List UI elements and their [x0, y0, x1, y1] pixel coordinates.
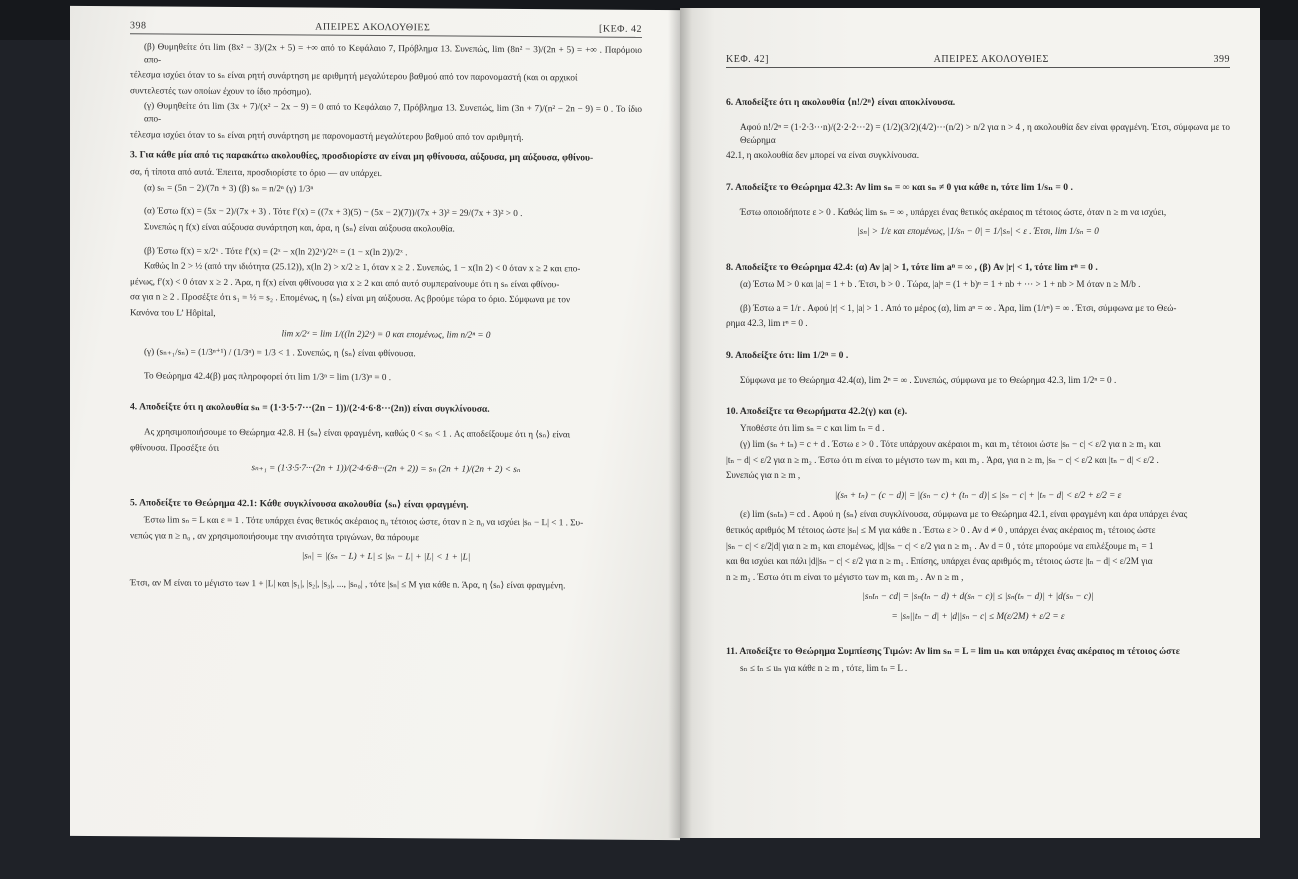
text-line: και θα ισχύει και πάλι |d||sₙ − c| < ε/2 για n ≥ m₁ . Επίσης, υπάρχει ένας αριθμός m₂ τέτοιος ώστε |tₙ − d| < ε/2M για: [726, 556, 1153, 567]
left-running-head: [130, 20, 642, 38]
text-line: Έστω οποιοδήποτε ε > 0 . Καθώς lim sₙ = ∞ , υπάρχει ένας θετικός ακέραιος m τέτοιος ώστε, όταν n ≥ m να ισχύει,: [740, 206, 1167, 217]
exercise-3-heading: 3. Για κάθε μία από τις παρακάτω ακολουθίες, προσδιορίστε αν είναι μη φθίνουσα, αύξουσα, μη αύξουσα, φθίνου-: [130, 149, 594, 164]
right-running-title: ΑΠΕΙΡΕΣ ΑΚΟΛΟΥΘΙΕΣ: [933, 54, 1049, 65]
text-line: (β) Θυμηθείτε ότι lim (8x² − 3)/(2x + 5) = +∞ από το Κεφάλαιο 7, Πρόβλημα 13. Συνεπώς, lim (8n² − 3)/(2n + 5) = +∞ . Παρόμοιο απο-: [144, 41, 642, 65]
exercise-6-heading: 6. Αποδείξτε ότι η ακολουθία ⟨n!/2ⁿ⟩ είναι αποκλίνουσα.: [726, 97, 956, 108]
text-line: σα για n ≥ 2 . Προσέξτε ότι s₁ = ½ = s₂ . Επομένως, η ⟨sₙ⟩ είναι μη αύξουσα. Ας βρούμε τώρα το όριο. Σύμφωνα με τον: [130, 291, 571, 305]
text-line: Κανόνα του L’ Hôpital,: [130, 307, 216, 318]
left-chapter-label: [ΚΕΦ. 42: [599, 23, 642, 35]
text-line: (γ) Θυμηθείτε ότι lim (3x + 7)/(x² − 2x − 9) = 0 από το Κεφάλαιο 7, Πρόβλημα 13. Συνεπώς, lim (3n + 7)/(n² − 2n − 9) = 0 . Το ίδιο απο-: [144, 100, 642, 124]
exercise-10-heading: 10. Αποδείξτε τα Θεωρήματα 42.2(γ) και (ε).: [726, 406, 908, 418]
formula: sₙ₊₁ = (1·3·5·7···(2n + 1))/(2·4·6·8···(2n + 2)) = sₙ (2n + 1)/(2n + 2) < sₙ: [251, 462, 521, 475]
solution-b: (β) Έστω f(x) = x/2ˣ . Τότε f′(x) = (2ˣ − x(ln 2)2ˣ)/2²ˣ = (1 − x(ln 2))/2ˣ .: [144, 244, 408, 257]
text-line: Το Θεώρημα 42.4(β) μας πληροφορεί ότι lim 1/3ⁿ = lim (1/3)ⁿ = 0 .: [144, 370, 392, 382]
text-line: Σύμφωνα με το Θεώρημα 42.4(α), lim 2ⁿ = ∞ . Συνεπώς, σύμφωνα με το Θεώρημα 42.3, lim 1/2ⁿ = 0 .: [740, 374, 1117, 385]
text-line: Έτσι, αν M είναι το μέγιστο των 1 + |L| και |s₁|, |s₂|, |s₃|, ..., |sₙ₀| , τότε |sₙ| ≤ M για κάθε n. Άρα, η ⟨sₙ⟩ είναι φραγμένη.: [130, 577, 566, 591]
left-page-number: 398: [130, 20, 147, 32]
exercise-5-heading: 5. Αποδείξτε το Θεώρημα 42.1: Κάθε συγκλίνουσα ακολουθία ⟨sₙ⟩ είναι φραγμένη.: [130, 497, 469, 511]
text-line: τέλεσμα ισχύει όταν το sₙ είναι ρητή συνάρτηση με παρονομαστή μεγαλύτερου βαθμού από τον αριθμητή.: [130, 128, 524, 142]
text-line: Καθώς ln 2 > ½ (από την ιδιότητα (25.12)), x(ln 2) > x/2 ≥ 1, όταν x ≥ 2 . Συνεπώς, 1 − x(ln 2) < 0 όταν x ≥ 2 και επο-: [144, 260, 581, 274]
exercise-8-heading: 8. Αποδείξτε το Θεώρημα 42.4: (α) Αν |a| > 1, τότε lim aⁿ = ∞ , (β) Αν |r| < 1, τότε lim rⁿ = 0 .: [726, 261, 1098, 273]
text-line: νεπώς για n ≥ n₀ , αν χρησιμοποιήσουμε την ανισότητα τριγώνων, θα πάρουμε: [130, 529, 420, 542]
right-page-number: 399: [1213, 54, 1230, 65]
solution-a: (α) Έστω f(x) = (5x − 2)/(7x + 3) . Τότε f′(x) = ((7x + 3)(5) − (5x − 2)(7))/(7x + 3)² = 29/(7x + 3)² > 0 .: [144, 205, 523, 219]
text-line: n ≥ m₂ . Έστω ότι m είναι το μέγιστο των m₁ και m₂ . Αν n ≥ m ,: [726, 571, 964, 582]
formula: lim x/2ˣ = lim 1/((ln 2)2ˣ) = 0 και επομένως, lim n/2ⁿ = 0: [281, 327, 491, 340]
left-page: [70, 6, 680, 840]
formula: |sₙtₙ − cd| = |sₙ(tₙ − d) + d(sₙ − c)| ≤ |sₙ(tₙ − d)| + |d(sₙ − c)|: [862, 591, 1094, 602]
text-line: τέλεσμα ισχύει όταν το sₙ είναι ρητή συνάρτηση με αριθμητή μεγαλύτερου βαθμού από τον παρονομαστή (και οι αρχικοί: [130, 69, 578, 83]
text-line: συντελεστές των οποίων έχουν το ίδιο πρόσημο).: [130, 85, 312, 97]
text-line: Υποθέστε ότι lim sₙ = c και lim tₙ = d .: [740, 423, 885, 434]
right-chapter-label: ΚΕΦ. 42]: [726, 54, 769, 65]
exercise-3-items: (α) sₙ = (5n − 2)/(7n + 3) (β) sₙ = n/2ⁿ (γ) 1/3ⁿ: [144, 182, 314, 194]
text-line: |tₙ − d| < ε/2 για n ≥ m₂ . Έστω ότι m είναι το μέγιστο των m₁ και m₂ . Άρα, για n ≥ m, |sₙ − c| < ε/2 και |tₙ − d| < ε/2 .: [726, 454, 1159, 465]
text-line: θετικός αριθμός M τέτοιος ώστε |sₙ| ≤ M για κάθε n . Έστω ε > 0 . Αν d ≠ 0 , υπάρχει ένας ακέραιος m₁ τέτοιος ώστε: [726, 524, 1156, 535]
text-line: |sₙ − c| < ε/2|d| για n ≥ m₁ και επομένως, |d||sₙ − c| < ε/2 για n ≥ m₁ . Αν d = 0 , τότε μπορούμε να επιλέξουμε m₁ = 1: [726, 540, 1154, 551]
text-line: Αφού n!/2ⁿ = (1·2·3···n)/(2·2·2···2) = (1/2)(3/2)(4/2)···(n/2) > n/2 για n > 4 , η ακολουθία δεν είναι φραγμένη. Έτσι, σύμφωνα με το Θεώρημα: [740, 122, 1230, 145]
text-line: φθίνουσα. Προσέξτε ότι: [130, 442, 220, 453]
left-running-title: ΑΠΕΙΡΕΣ ΑΚΟΛΟΥΘΙΕΣ: [315, 21, 431, 34]
formula: |sₙ| = |(sₙ − L) + L| ≤ |sₙ − L| + |L| < 1 + |L|: [301, 550, 471, 562]
text-line: ρημα 42.3, lim rⁿ = 0 .: [726, 318, 808, 329]
text-line: 42.1, η ακολουθία δεν μπορεί να είναι συγκλίνουσα.: [726, 150, 920, 161]
open-book: [70, 8, 1260, 838]
right-running-head: [726, 54, 1230, 68]
text-line: Έστω lim sₙ = L και ε = 1 . Τότε υπάρχει ένας θετικός ακέραιος n₀ τέτοιος ώστε, όταν n ≥ n₀ να ισχύει |sₙ − L| < 1 . Συ-: [144, 514, 584, 528]
exercise-7-heading: 7. Αποδείξτε το Θεώρημα 42.3: Αν lim sₙ = ∞ και sₙ ≠ 0 για κάθε n, τότε lim 1/sₙ = 0 .: [726, 181, 1073, 193]
exercise-4-heading: 4. Αποδείξτε ότι η ακολουθία sₙ = (1·3·5·7···(2n − 1))/(2·4·6·8···(2n)) είναι συγκλίνουσα.: [130, 401, 490, 416]
text-line: sₙ ≤ tₙ ≤ uₙ για κάθε n ≥ m , τότε, lim tₙ = L .: [740, 663, 908, 674]
exercise-11-heading: 11. Αποδείξτε το Θεώρημα Συμπίεσης Τιμών: Αν lim sₙ = L = lim uₙ και υπάρχει ένας ακέραιος m τέτοιος ώστε: [726, 646, 1180, 658]
text-line: Συνεπώς για n ≥ m ,: [726, 470, 801, 481]
formula: = |sₙ||tₙ − d| + |d||sₙ − c| ≤ M(ε/2M) + ε/2 = ε: [891, 610, 1065, 621]
formula: |(sₙ + tₙ) − (c − d)| = |(sₙ − c) + (tₙ − d)| ≤ |sₙ − c| + |tₙ − d| < ε/2 + ε/2 = ε: [834, 489, 1122, 500]
text-line: σα, ή τίποτα από αυτά. Έπειτα, προσδιορίστε το όριο — αν υπάρχει.: [130, 166, 383, 179]
formula: |sₙ| > 1/ε και επομένως, |1/sₙ − 0| = 1/|sₙ| < ε . Έτσι, lim 1/sₙ = 0: [857, 226, 1099, 237]
text-line: (α) Έστω M > 0 και |a| = 1 + b . Έτσι, b > 0 . Τώρα, |a|ⁿ = (1 + b)ⁿ = 1 + nb + ··· > 1 + nb > M όταν n ≥ M/b .: [740, 278, 1141, 289]
right-page: [680, 8, 1260, 838]
book-gutter: [668, 8, 692, 838]
text-line: μένως, f′(x) < 0 όταν x ≥ 2 . Άρα, η f(x) είναι φθίνουσα για x ≥ 2 και από αυτό συμπεραίνουμε ότι η sₙ είναι φθίνου-: [130, 276, 560, 290]
text-line: Συνεπώς η f(x) είναι αύξουσα συνάρτηση και, άρα, η ⟨sₙ⟩ είναι αύξουσα ακολουθία.: [144, 221, 455, 234]
text-line: Ας χρησιμοποιήσουμε το Θεώρημα 42.8. Η ⟨sₙ⟩ είναι φραγμένη, καθώς 0 < sₙ < 1 . Ας αποδείξουμε ότι η ⟨sₙ⟩ είναι: [144, 426, 571, 440]
text-line: (ε) lim (sₙtₙ) = cd . Αφού η ⟨sₙ⟩ είναι συγκλίνουσα, σύμφωνα με το Θεώρημα 42.1, είναι φραγμένη και άρα υπάρχει ένας: [740, 509, 1188, 520]
solution-c: (γ) (sₙ₊₁/sₙ) = (1/3ⁿ⁺¹) / (1/3ⁿ) = 1/3 < 1 . Συνεπώς, η ⟨sₙ⟩ είναι φθίνουσα.: [144, 346, 416, 359]
text-line: (β) Έστω a = 1/r . Αφού |r| < 1, |a| > 1 . Από το μέρος (α), lim aⁿ = ∞ . Άρα, lim (1/rⁿ) = ∞ . Έτσι, σύμφωνα με το Θεώ-: [740, 302, 1177, 313]
text-line: (γ) lim (sₙ + tₙ) = c + d . Έστω ε > 0 . Τότε υπάρχουν ακέραιοι m₁ και m₂ τέτοιοι ώστε |sₙ − c| < ε/2 για n ≥ m₁ και: [740, 438, 1161, 449]
exercise-9-heading: 9. Αποδείξτε ότι: lim 1/2ⁿ = 0 .: [726, 349, 849, 361]
